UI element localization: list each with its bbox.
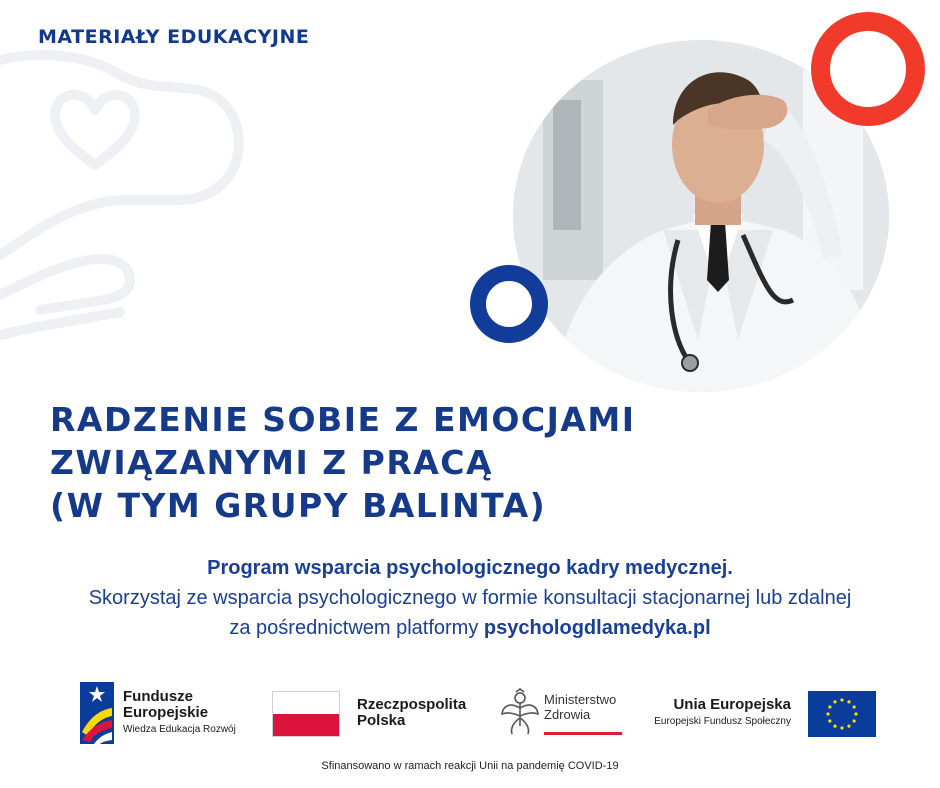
fundusze-europejskie-logo [80, 682, 260, 746]
mz-red-line [544, 732, 622, 735]
rp-line-2: Polska [357, 712, 406, 729]
eu-star [847, 700, 850, 703]
rzeczpospolita-polska-logo [272, 682, 482, 746]
info-line-2: Skorzystaj ze wsparcia psychologicznego w formie konsultacji stacjonarnej lub zdalnej [88, 587, 852, 609]
polish-eagle-emblem [500, 688, 540, 738]
mz-line-1: Ministerstwo [544, 692, 617, 707]
footer-financing-note: Sfinansowano w ramach reakcji Unii na pandemię COVID-19 [321, 760, 619, 772]
fundusze-europejskie-icon [80, 682, 114, 744]
info-line-1: Program wsparcia psychologicznego kadry medycznej. [207, 557, 733, 579]
fundusze-line-1: Fundusze [123, 688, 193, 705]
eu-star [854, 712, 857, 715]
hand-heart-illustration [0, 50, 260, 350]
eu-star [828, 705, 831, 708]
eu-star [853, 705, 856, 708]
eu-flag [808, 691, 876, 737]
fundusze-line-2: Europejskie [123, 704, 209, 721]
fundusze-subtitle: Wiedza Edukacja Rozwój [123, 724, 236, 735]
eu-star [853, 719, 856, 722]
top-label: MATERIAŁY EDUKACYJNE [38, 26, 310, 48]
mz-line-2: Zdrowia [544, 707, 591, 722]
red-ring-decoration [811, 12, 925, 126]
polish-flag [272, 691, 340, 737]
ministerstwo-zdrowia-logo [500, 682, 630, 746]
eu-star [833, 725, 836, 728]
ue-title: Unia Europejska [673, 696, 791, 713]
eu-star [828, 719, 831, 722]
eu-star [826, 712, 829, 715]
eu-star [833, 700, 836, 703]
headline-line-2: ZWIĄZANYMI Z PRACĄ [50, 443, 494, 482]
platform-link[interactable]: psychologdlamedyka.pl [483, 617, 711, 639]
rp-line-1: Rzeczpospolita [357, 696, 467, 713]
headline [50, 398, 636, 527]
info-line-3-prefix: za pośrednictwem platformy [229, 617, 484, 639]
eu-star [847, 725, 850, 728]
headline-line-3: (W TYM GRUPY BALINTA) [50, 486, 547, 525]
info-block [0, 553, 940, 643]
logos-bar [0, 682, 940, 746]
eu-star [840, 698, 843, 701]
eu-star [840, 726, 843, 729]
blue-ring-decoration [470, 265, 548, 343]
ue-subtitle: Europejski Fundusz Społeczny [654, 716, 791, 727]
info-line-3 [0, 613, 940, 643]
headline-line-1: RADZENIE SOBIE Z EMOCJAMI [50, 400, 636, 439]
unia-europejska-logo [640, 682, 876, 746]
